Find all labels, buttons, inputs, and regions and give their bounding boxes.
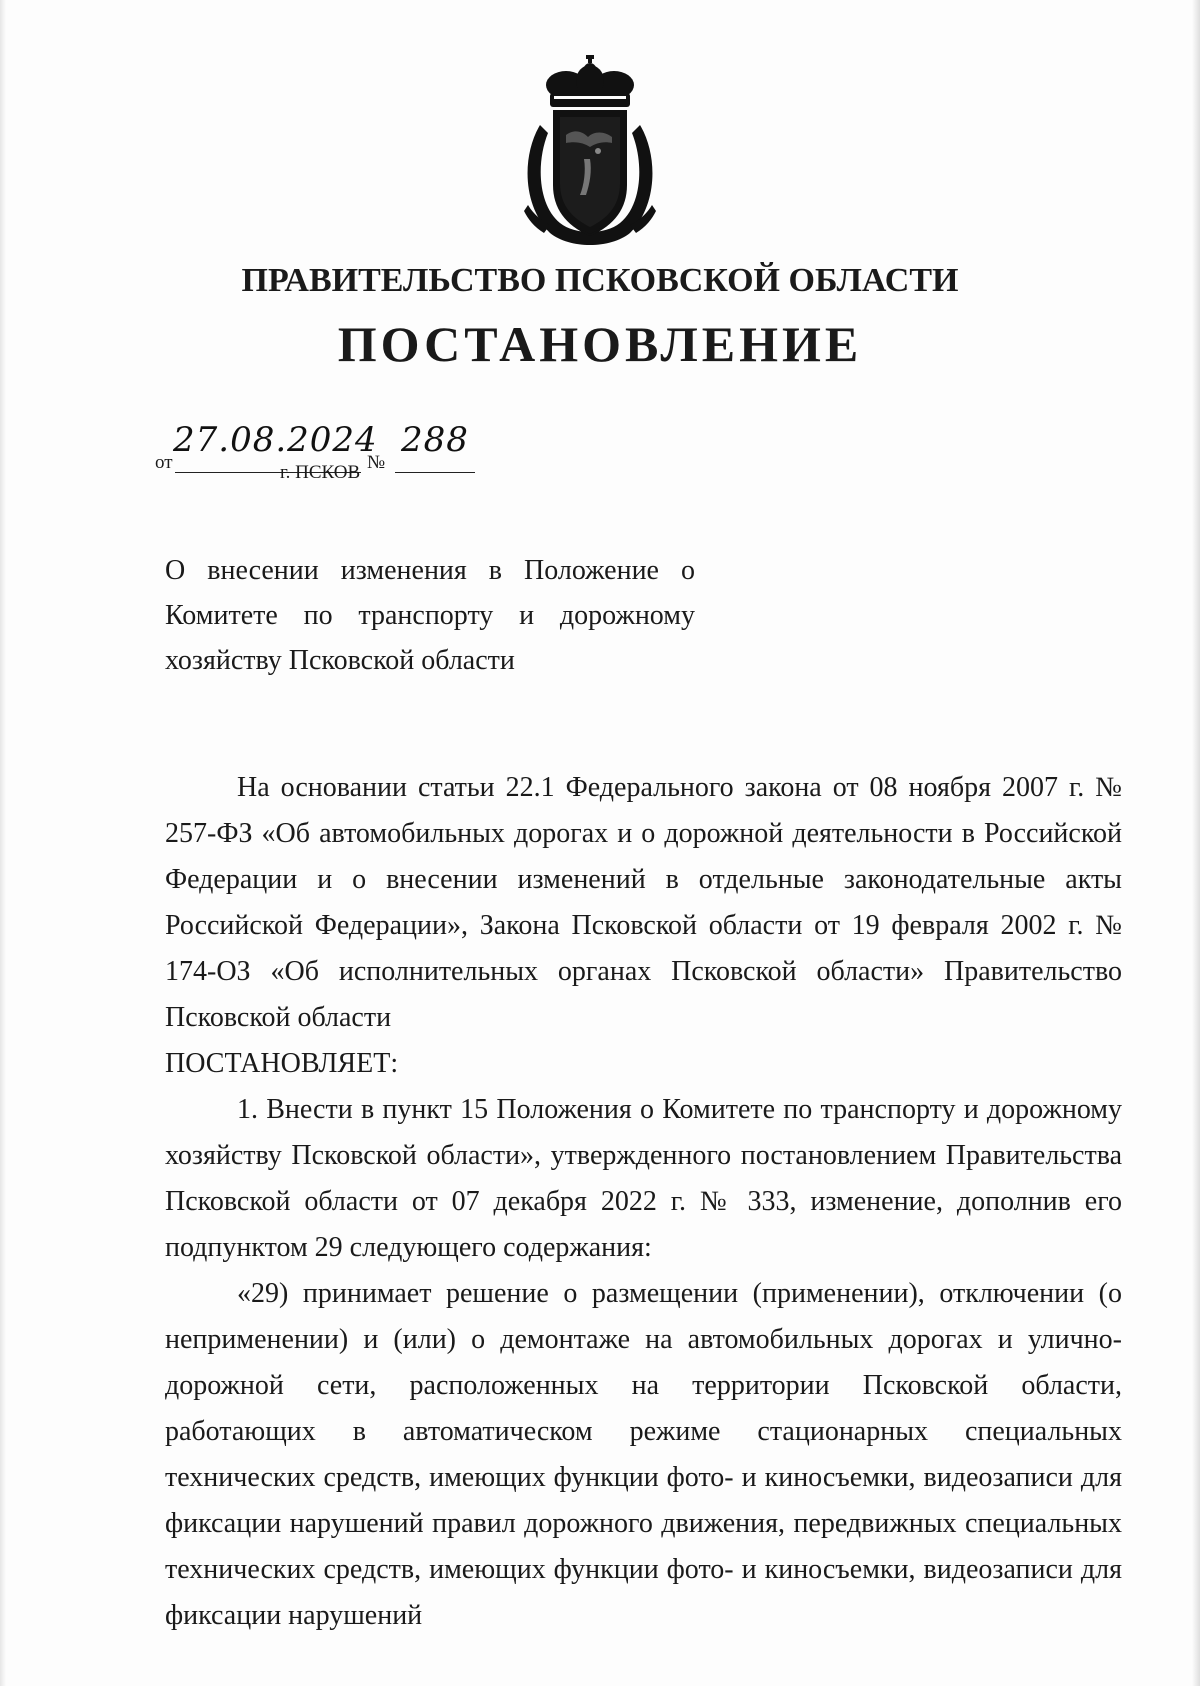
number-prefix-label: № xyxy=(367,452,386,473)
number-underline xyxy=(395,472,475,473)
body-paragraph-subitem-29: «29) принимает решение о размещении (применении), отключении (о неприменении) и (или) о демонтаже на автомобильных дорогах и улично-дорожной сети, расположенных на территории Псковской области, работающих в автоматическом режиме стационарных специальных технических средств, имеющих функции фото- и киносъемки, видеозаписи для фиксации нарушений правил дорожного движения, передвижных специальных технических средств, имеющих функции фото- и киносъемки, видеозаписи для фиксации нарушений xyxy=(165,1278,1122,1631)
document-type-title: ПОСТАНОВЛЕНИЕ xyxy=(337,316,863,372)
document-body xyxy=(165,765,1122,1639)
scan-edge-right xyxy=(1192,0,1200,1686)
government-title: ПРАВИТЕЛЬСТВО ПСКОВСКОЙ ОБЛАСТИ xyxy=(241,262,959,299)
body-paragraph-resolves: ПОСТАНОВЛЯЕТ: xyxy=(165,1048,399,1079)
body-paragraph-item-1: 1. Внести в пункт 15 Положения о Комитете по транспорту и дорожному хозяйству Псковской области», утвержденного постановлением Правительства Псковской области от 07 декабря 2022 г. № 333, изменение, дополнив его подпунктом 29 следующего содержания: xyxy=(165,1094,1122,1263)
city-label: г. ПСКОВ xyxy=(280,462,361,483)
date-prefix-label: от xyxy=(155,452,173,473)
subject-text: О внесении изменения в Положение о Комитете по транспорту и дорожному хозяйству Псковской области xyxy=(165,555,695,676)
handwritten-date: 27.08.2024 xyxy=(173,420,378,460)
handwritten-number: 288 xyxy=(401,420,469,460)
pskov-coat-of-arms-icon xyxy=(520,55,660,250)
document-subject xyxy=(165,548,695,683)
scan-edge-left xyxy=(0,0,6,1686)
body-paragraph-preamble: На основании статьи 22.1 Федерального закона от 08 ноября 2007 г. № 257-ФЗ «Об автомобильных дорогах и о дорожной деятельности в Российской Федерации и о внесении изменений в отдельные законодательные акты Российской Федерации», Закона Псковской области от 19 февраля 2002 г. № 174-ОЗ «Об исполнительных органах Псковской области» Правительство Псковской области xyxy=(165,772,1122,1033)
